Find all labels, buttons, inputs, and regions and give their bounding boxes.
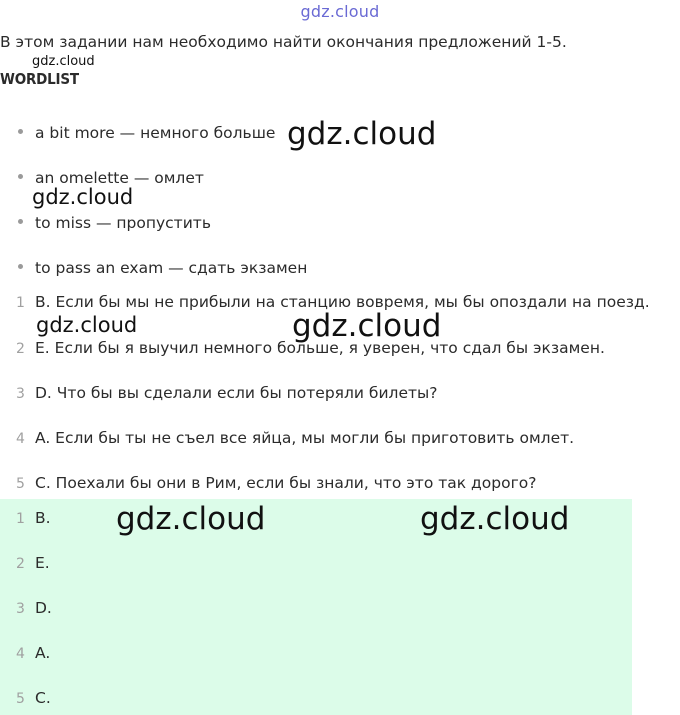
- answer-text: A.: [35, 644, 51, 662]
- wordlist-item-text: to pass an exam — сдать экзамен: [35, 259, 308, 277]
- task-intro: В этом задании нам необходимо найти окончания предложений 1-5.: [0, 33, 567, 51]
- watermark-small: gdz.cloud: [32, 54, 95, 69]
- sentence-row: [16, 429, 574, 447]
- sentence-number: 4: [16, 431, 25, 447]
- bullet-icon: [18, 174, 23, 179]
- answer-row: [16, 509, 51, 527]
- top-watermark: gdz.cloud: [300, 2, 380, 21]
- sentence-text: C. Поехали бы они в Рим, если бы знали, что это так дорого?: [35, 474, 537, 492]
- bullet-icon: [18, 129, 23, 134]
- watermark-large: gdz.cloud: [420, 501, 570, 537]
- answer-number: 1: [16, 511, 25, 527]
- watermark-medium: gdz.cloud: [32, 185, 134, 209]
- bullet-icon: [18, 264, 23, 269]
- wordlist-item-text: a bit more — немного больше: [35, 124, 276, 142]
- wordlist-item: [18, 259, 307, 277]
- watermark-large: gdz.cloud: [287, 116, 437, 152]
- answer-number: 2: [16, 556, 25, 572]
- answer-number: 5: [16, 691, 25, 707]
- sentence-text: A. Если бы ты не съел все яйца, мы могли бы приготовить омлет.: [35, 429, 575, 447]
- answer-row: [16, 644, 50, 662]
- wordlist-item-text: an omelette — омлет: [35, 169, 204, 187]
- answer-text: D.: [35, 599, 52, 617]
- sentence-row: [16, 384, 437, 402]
- sentence-text: D. Что бы вы сделали если бы потеряли билеты?: [35, 384, 438, 402]
- wordlist-heading: WORDLIST: [0, 70, 79, 88]
- answer-text: B.: [35, 509, 51, 527]
- answer-number: 3: [16, 601, 25, 617]
- bullet-icon: [18, 219, 23, 224]
- answer-row: [16, 689, 51, 707]
- answer-text: E.: [35, 554, 50, 572]
- sentence-number: 2: [16, 341, 25, 357]
- sentence-number: 3: [16, 386, 25, 402]
- answer-row: [16, 599, 52, 617]
- wordlist-item-text: to miss — пропустить: [35, 214, 211, 232]
- watermark-medium: gdz.cloud: [36, 313, 138, 337]
- answer-row: [16, 554, 50, 572]
- sentence-text: E. Если бы я выучил немного больше, я уверен, что сдал бы экзамен.: [35, 339, 605, 357]
- answer-text: C.: [35, 689, 51, 707]
- sentence-text: B. Если бы мы не прибыли на станцию вовремя, мы бы опоздали на поезд.: [35, 293, 650, 311]
- sentence-number: 1: [16, 295, 25, 311]
- wordlist-item: [18, 214, 211, 232]
- sentence-row: [16, 474, 536, 492]
- wordlist-item: [18, 124, 275, 142]
- watermark-large: gdz.cloud: [116, 501, 266, 537]
- answer-number: 4: [16, 646, 25, 662]
- watermark-large: gdz.cloud: [292, 308, 442, 344]
- sentence-number: 5: [16, 476, 25, 492]
